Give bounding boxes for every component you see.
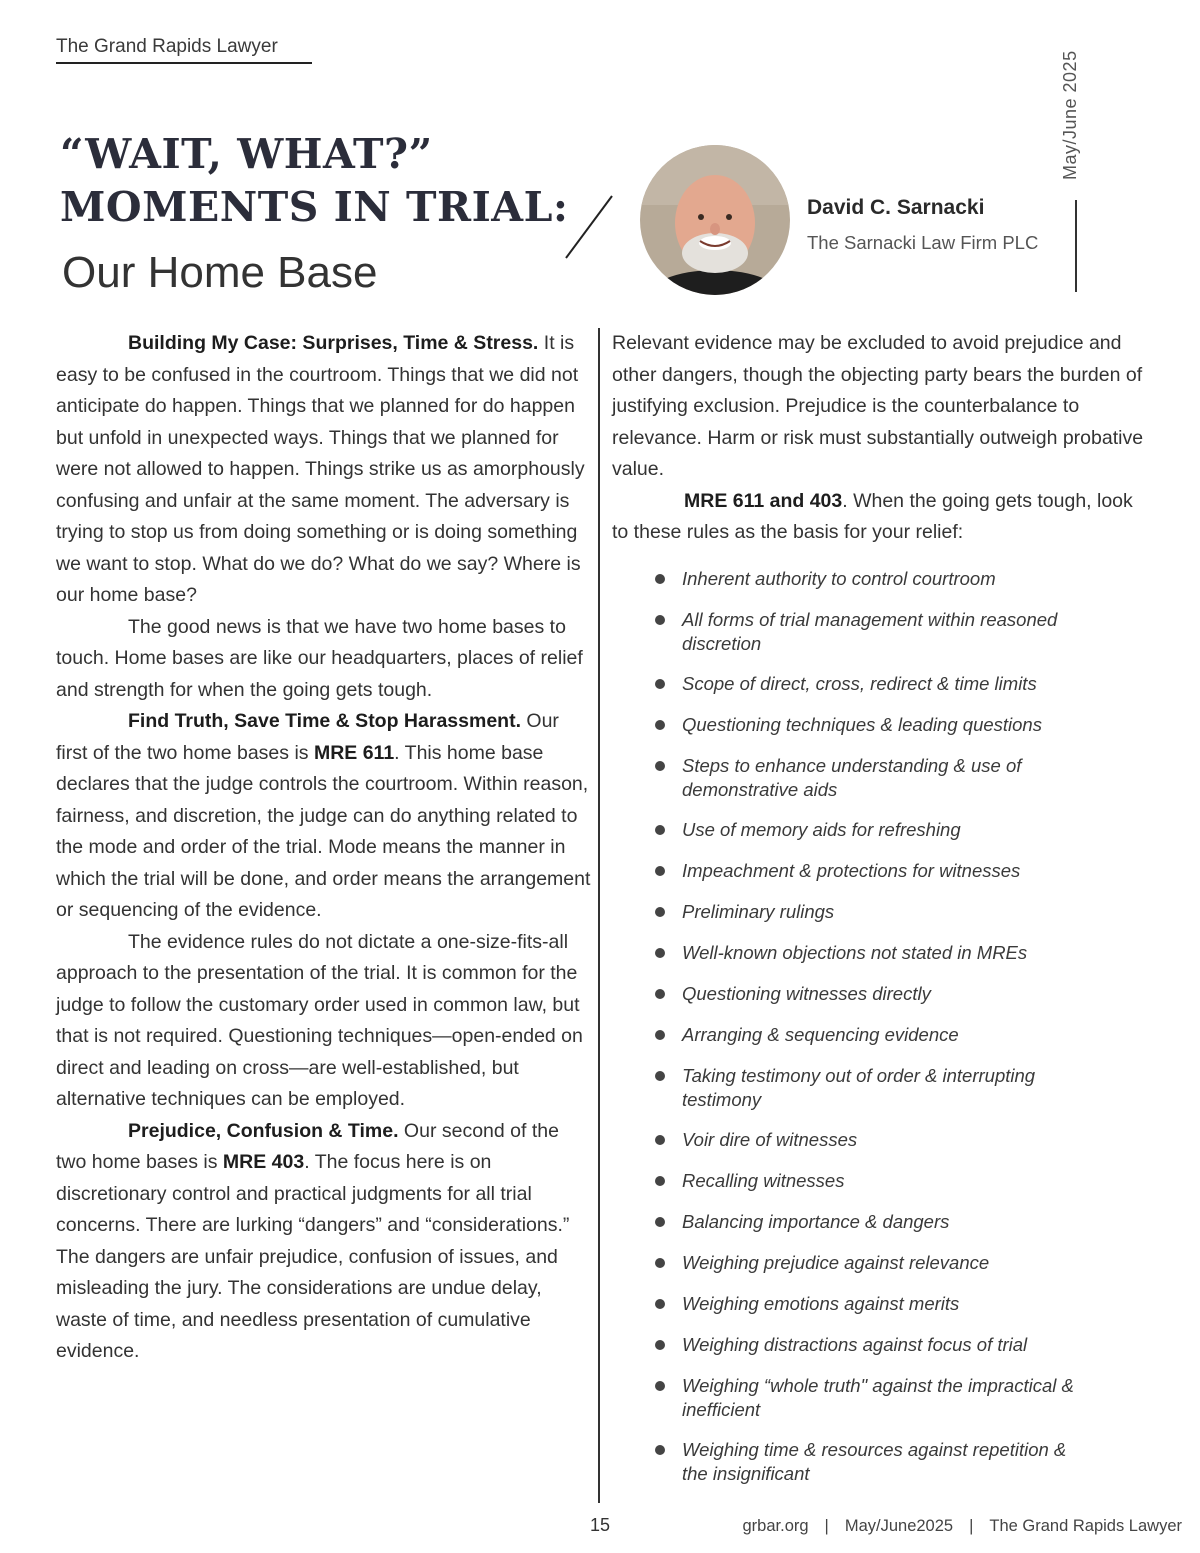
paragraph-going-gets-tough: MRE 611 and 403. When the going gets tough, look to these rules as the basis for your relief: xyxy=(612,489,1133,543)
bullet-dot-icon xyxy=(655,948,665,958)
bullet-dot-icon xyxy=(655,989,665,999)
footer-issue: May/June2025 xyxy=(844,1517,954,1535)
author-firm: The Sarnacki Law Firm PLC xyxy=(807,232,1039,253)
author-photo xyxy=(640,145,790,295)
article-title-line-1: “WAIT, WHAT?” xyxy=(60,130,433,178)
bullet-dot-icon xyxy=(655,1176,665,1186)
bullet-dot-icon xyxy=(655,679,665,689)
bullet-text: Weighing prejudice against relevance xyxy=(682,1252,990,1273)
bullet-item xyxy=(655,754,1095,801)
bullet-text: Scope of direct, cross, redirect & time limits xyxy=(682,673,1037,694)
bullet-text: Balancing importance & dangers xyxy=(682,1211,950,1232)
author-name: David C. Sarnacki xyxy=(807,196,985,219)
heading-mre-611-403: MRE 611 and 403 xyxy=(684,489,843,512)
bullet-dot-icon xyxy=(655,1030,665,1040)
bullet-text: Preliminary rulings xyxy=(682,901,835,922)
bullet-item xyxy=(655,567,1095,591)
bullet-dot-icon xyxy=(655,825,665,835)
masthead-rule xyxy=(56,62,312,64)
bullet-text: Weighing distractions against focus of trial xyxy=(682,1334,1028,1355)
paragraph-good-news: The good news is that we have two home bases to touch. Home bases are like our headquarters, places of relief and strength for when the going gets tough. xyxy=(56,615,583,701)
bullet-item xyxy=(655,1251,1095,1275)
bullet-dot-icon xyxy=(655,761,665,771)
left-column xyxy=(56,328,592,1368)
bullet-dot-icon xyxy=(655,1258,665,1268)
bullet-text: Inherent authority to control courtroom xyxy=(682,568,996,589)
bullet-item xyxy=(655,1169,1095,1193)
heading-find-truth: Find Truth, Save Time & Stop Harassment. xyxy=(128,710,521,732)
bullet-item xyxy=(655,713,1095,737)
bullet-text: All forms of trial management within reasoned discretion xyxy=(682,609,1058,654)
paragraph-relevant-evidence: Relevant evidence may be excluded to avoid prejudice and other dangers, though the objecting party bears the burden of justifying exclusion. Prejudice is the counterbalance to relevance. Harm or risk must substantially outweigh probative value. xyxy=(612,332,1144,480)
bullet-item xyxy=(655,608,1095,655)
bullet-item xyxy=(655,672,1095,696)
bullet-dot-icon xyxy=(655,866,665,876)
bullet-text: Steps to enhance understanding & use of demonstrative aids xyxy=(682,755,1022,800)
bullet-item xyxy=(655,1128,1095,1152)
bullet-item xyxy=(655,1374,1095,1421)
bullet-text: Taking testimony out of order & interrupting testimony xyxy=(682,1065,1036,1110)
bullet-dot-icon xyxy=(655,720,665,730)
bullet-dot-icon xyxy=(655,1381,665,1391)
bullet-item xyxy=(655,982,1095,1006)
bullet-text: Questioning witnesses directly xyxy=(682,983,931,1004)
bullet-item xyxy=(655,859,1095,883)
heading-prejudice: Prejudice, Confusion & Time. xyxy=(128,1119,399,1142)
bullet-dot-icon xyxy=(655,1135,665,1145)
bullet-item xyxy=(655,941,1095,965)
bullet-text: Arranging & sequencing evidence xyxy=(682,1024,959,1045)
bullet-text: Questioning techniques & leading questions xyxy=(682,714,1042,735)
bullet-text: Weighing “whole truth" against the impractical & inefficient xyxy=(682,1375,1074,1420)
footer-publication: The Grand Rapids Lawyer xyxy=(989,1517,1182,1535)
footer-separator: | xyxy=(824,1517,829,1535)
paragraph-find-truth: Find Truth, Save Time & Stop Harassment. Our first of the two home bases is MRE 611. This home base declares that the judge controls the courtroom. Within reason, fairness, and discretion, the judge can do anything related to the mode and order of the trial. Mode means the manner in which the trial will be done, and order means the arrangement or sequencing of the evidence. xyxy=(56,710,591,921)
bullet-dot-icon xyxy=(655,1340,665,1350)
bullet-text: Voir dire of witnesses xyxy=(682,1129,858,1150)
bullet-text: Impeachment & protections for witnesses xyxy=(682,860,1021,881)
rule-mre-403: MRE 403 xyxy=(222,1151,305,1173)
bullet-text: Weighing time & resources against repetition & the insignificant xyxy=(682,1439,1067,1484)
relief-bullet-list xyxy=(655,567,1095,1502)
bullet-text: Weighing emotions against merits xyxy=(682,1293,960,1314)
header-side-rule xyxy=(1075,200,1077,292)
column-divider xyxy=(598,328,600,1503)
bullet-item xyxy=(655,1064,1095,1111)
issue-date-vertical: May/June 2025 xyxy=(1060,50,1080,180)
page-footer xyxy=(743,1517,1183,1536)
bullet-item xyxy=(655,818,1095,842)
rule-mre-611: MRE 611 xyxy=(313,741,395,764)
bullet-dot-icon xyxy=(655,615,665,625)
bullet-text: Use of memory aids for refreshing xyxy=(682,819,961,840)
bullet-dot-icon xyxy=(655,1071,665,1081)
article-title-line-2: MOMENTS IN TRIAL: xyxy=(60,183,569,231)
footer-site: grbar.org xyxy=(742,1517,809,1535)
bullet-item xyxy=(655,900,1095,924)
bullet-item xyxy=(655,1210,1095,1234)
page-number: 15 xyxy=(590,1515,611,1535)
footer-separator: | xyxy=(969,1517,974,1535)
heading-building-case: Building My Case: Surprises, Time & Stress. xyxy=(128,332,539,354)
bullet-item xyxy=(655,1333,1095,1357)
bullet-dot-icon xyxy=(655,907,665,917)
bullet-text: Well-known objections not stated in MREs xyxy=(682,942,1028,963)
masthead: The Grand Rapids Lawyer xyxy=(56,36,278,57)
paragraph-building-case: Building My Case: Surprises, Time & Stress. It is easy to be confused in the courtroom. Things that we did not anticipate do happen. Things that we planned for do happen but unfold in unexpected ways. Things that we planned for were not allowed to happen. Things strike us as amorphously confusing and unfair at the same moment. The adversary is trying to stop us from doing something or is doing something we want to stop. What do we do? What do we say? Where is our home base? xyxy=(56,332,585,606)
right-column xyxy=(612,328,1152,549)
bullet-dot-icon xyxy=(655,1299,665,1309)
bullet-dot-icon xyxy=(655,1445,665,1455)
author-portrait-icon xyxy=(640,145,790,295)
bullet-text: Recalling witnesses xyxy=(682,1170,845,1191)
bullet-dot-icon xyxy=(655,1217,665,1227)
bullet-item xyxy=(655,1023,1095,1047)
article-subtitle: Our Home Base xyxy=(62,248,378,297)
bullet-item xyxy=(655,1292,1095,1316)
title-slash-divider xyxy=(560,193,616,261)
bullet-dot-icon xyxy=(655,574,665,584)
bullet-item xyxy=(655,1438,1095,1485)
paragraph-evidence-rules: The evidence rules do not dictate a one-size-fits-all approach to the presentation of the trial. It is common for the judge to follow the customary order used in common law, but that is not required. Questioning techniques—open-ended on direct and leading on cross—are well-established, but alternative techniques can be employed. xyxy=(56,930,583,1110)
paragraph-prejudice: Prejudice, Confusion & Time. Our second of the two home bases is MRE 403. The focus here is on discretionary control and practical judgments for all trial concerns. There are lurking “dangers” and “considerations.” The dangers are unfair prejudice, confusion of issues, and misleading the jury. The considerations are undue delay, waste of time, and needless presentation of cumulative evidence. xyxy=(56,1119,570,1362)
